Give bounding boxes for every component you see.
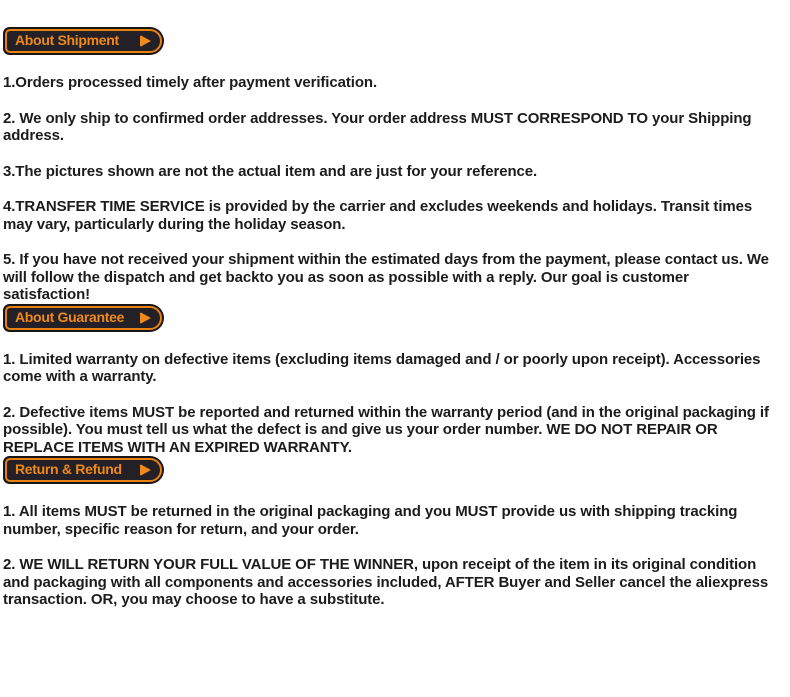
paragraph: 2. Defective items MUST be reported and returned within the warranty period (and in the original packaging if possible). You must tell us what the defect is and give us your order number. WE DO NOT REPAIR OR REPLACE ITEMS WITH AN EXPIRED WARRANTY. [3,403,769,456]
section-header-label: Return & Refund [15,461,122,477]
guarantee-paragraphs [3,351,780,457]
return-refund-paragraphs [3,503,780,609]
paragraph: 2. We only ship to confirmed order addresses. Your order address MUST CORRESPOND TO your Shipping address. [3,109,752,144]
section-header-badge-shipment [3,27,164,55]
badge-inner [5,306,162,330]
play-arrow-icon [140,464,151,476]
section-shipment [3,27,780,304]
section-guarantee [3,304,780,457]
section-header-label: About Guarantee [15,308,125,325]
shipment-paragraphs [3,74,780,304]
section-header-label: About Shipment [15,32,119,48]
paragraph: 1.Orders processed timely after payment verification. [3,74,378,91]
section-header-badge-return-refund [3,456,164,484]
paragraph: 3.The pictures shown are not the actual item and are just for your reference. [3,162,538,180]
paragraph: 2. WE WILL RETURN YOUR FULL VALUE OF THE WINNER, upon receipt of the item in its original condition and packaging with all components and accessories included, AFTER Buyer and Seller cancel the aliexpress transaction. OR, you may choose to have a substitute. [3,556,769,608]
section-header-badge-guarantee [3,304,164,332]
badge-inner [5,458,162,482]
section-return-refund [3,456,780,609]
play-arrow-icon [140,312,151,324]
badge-inner [5,29,162,53]
paragraph: 1. Limited warranty on defective items (excluding items damaged and / or poorly upon receipt). Accessories come with a warranty. [3,350,761,385]
play-arrow-icon [140,35,151,47]
paragraph: 5. If you have not received your shipment within the estimated days from the payment, please contact us. We will follow the dispatch and get backto you as soon as possible with a reply. Our goal is customer satisfaction! [3,251,769,303]
paragraph: 4.TRANSFER TIME SERVICE is provided by the carrier and excludes weekends and holidays. Transit times may vary, particularly during the holiday season. [3,198,753,233]
paragraph: 1. All items MUST be returned in the original packaging and you MUST provide us with shipping tracking number, specific reason for return, and your order. [3,503,738,538]
